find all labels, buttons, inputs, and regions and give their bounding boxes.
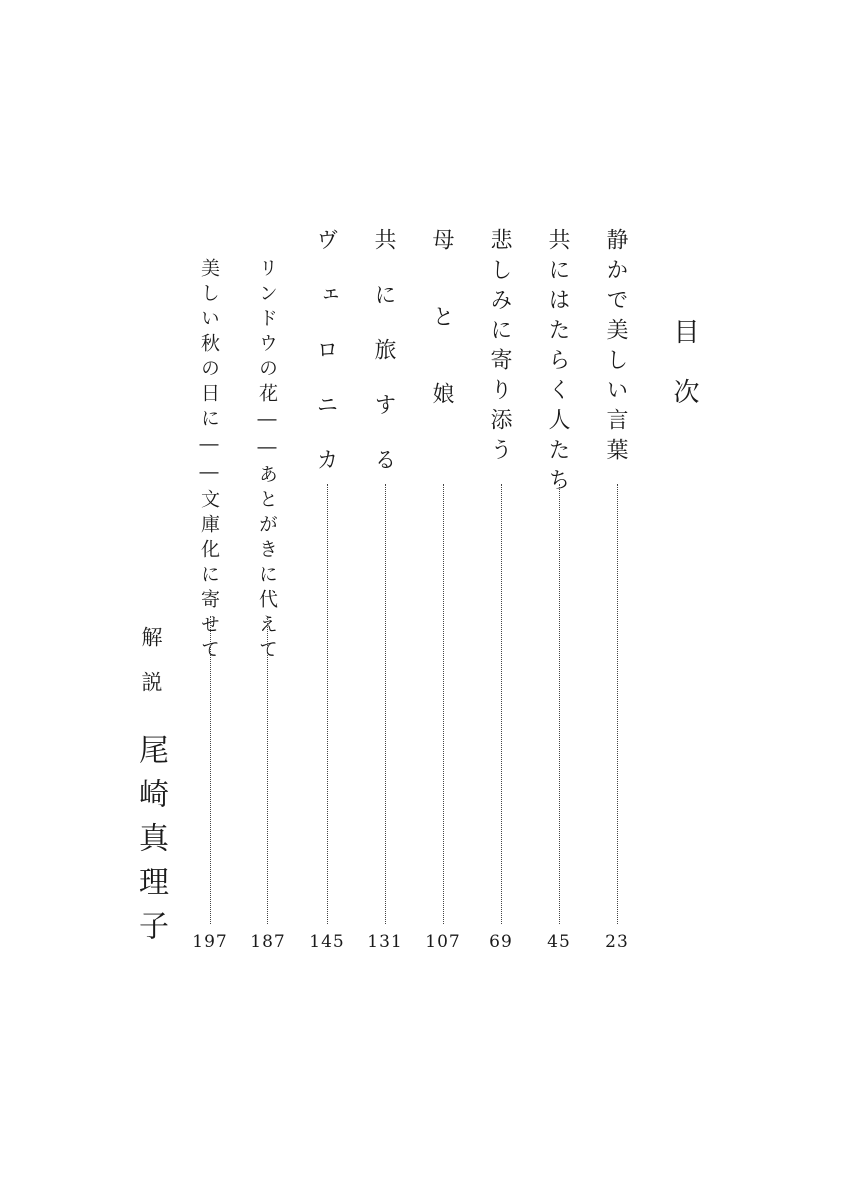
- dot-leader: [617, 484, 618, 924]
- toc-entry-title[interactable]: ヴェロニカ: [313, 228, 338, 503]
- dot-leader: [267, 616, 268, 924]
- commentary-label: 解説: [139, 626, 163, 716]
- toc-entry-page: 23: [605, 932, 629, 952]
- toc-entry-page: 131: [367, 932, 403, 952]
- toc-entry-page: 187: [250, 932, 286, 952]
- toc-entry-title[interactable]: リンドウの花――あとがきに代えて: [256, 258, 278, 664]
- toc-entry-page: 45: [547, 932, 571, 952]
- toc-entry-title[interactable]: 共に旅する: [371, 228, 396, 503]
- toc-entry-title[interactable]: 静かで美しい言葉: [603, 228, 628, 468]
- dot-leader: [501, 484, 502, 924]
- dot-leader: [443, 484, 444, 924]
- toc-entry-title[interactable]: 美しい秋の日に――文庫化に寄せて: [198, 258, 220, 664]
- dot-leader: [559, 484, 560, 924]
- toc-entry-page: 197: [192, 932, 228, 952]
- toc-entry-page: 145: [309, 932, 345, 952]
- dot-leader: [210, 616, 211, 924]
- toc-entry-title[interactable]: 母と娘: [429, 228, 454, 459]
- toc-heading: 目次: [669, 318, 699, 438]
- commentary-author: 尾崎真理子: [133, 734, 168, 954]
- toc-entry-page: 69: [489, 932, 513, 952]
- dot-leader: [327, 484, 328, 924]
- toc-entry-title[interactable]: 悲しみに寄り添う: [487, 228, 512, 468]
- toc-entry-title[interactable]: 共にはたらく人たち: [545, 228, 570, 498]
- dot-leader: [385, 484, 386, 924]
- toc-entry-page: 107: [425, 932, 461, 952]
